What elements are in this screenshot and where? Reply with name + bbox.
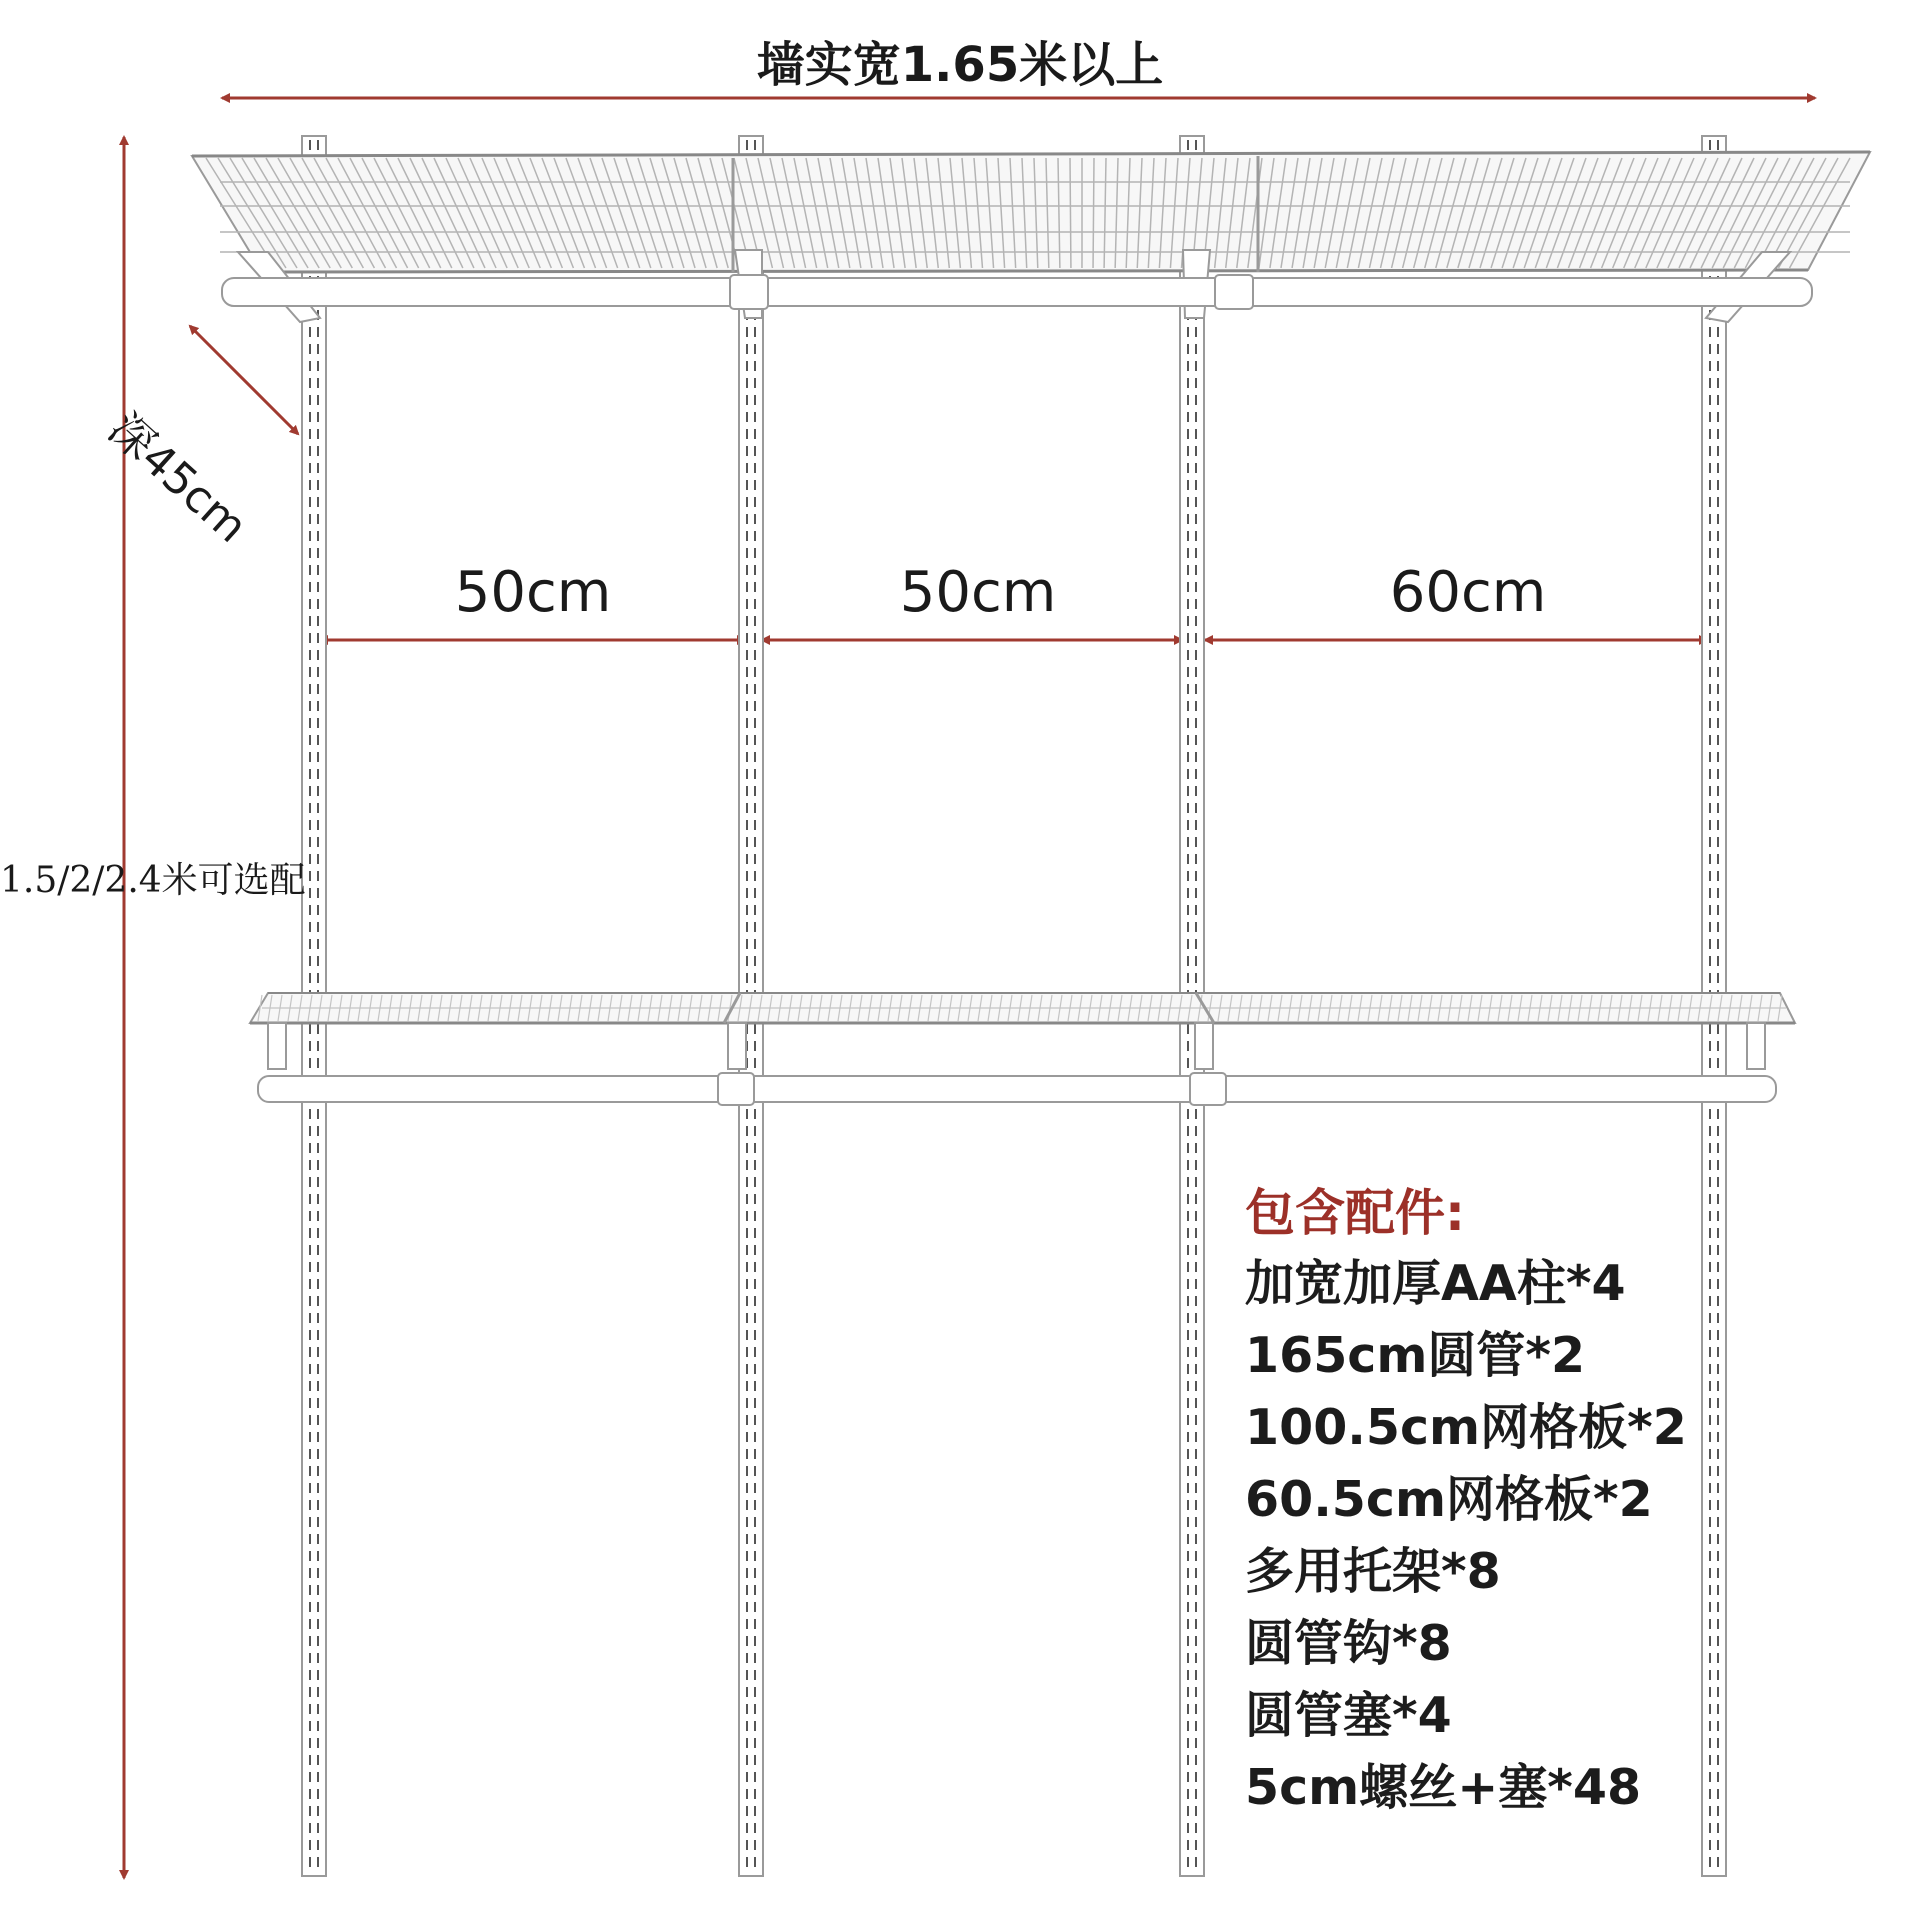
parts-list-item: 圆管塞*4	[1245, 1687, 1452, 1744]
included-parts-title: 包含配件:	[1245, 1184, 1465, 1242]
parts-list-item: 165cm圆管*2	[1245, 1327, 1586, 1384]
depth-label: 深45cm	[98, 403, 257, 553]
parts-list-item: 加宽加厚AA柱*4	[1245, 1255, 1626, 1312]
bay-1-width-label: 50cm	[454, 560, 612, 625]
parts-list-item: 60.5cm网格板*2	[1245, 1471, 1653, 1528]
included-parts-panel	[1245, 1178, 1687, 1824]
wall-width-label: 墙实宽1.65米以上	[756, 37, 1164, 93]
included-parts-list	[1245, 1248, 1687, 1824]
parts-list-item: 5cm螺丝+塞*48	[1245, 1759, 1642, 1816]
lower-wire-shelf	[250, 993, 1795, 1105]
bay-2-width-label: 50cm	[899, 560, 1057, 625]
top-wire-shelf	[192, 152, 1870, 322]
depth-dimension-line	[190, 326, 298, 434]
top-hanging-rod	[222, 278, 1812, 306]
parts-list-item: 多用托架*8	[1245, 1543, 1501, 1600]
bay-3-width-label: 60cm	[1389, 560, 1547, 625]
parts-list-item: 圆管钩*8	[1245, 1615, 1452, 1672]
lower-hanging-rod	[258, 1076, 1776, 1102]
parts-list-item: 100.5cm网格板*2	[1245, 1399, 1687, 1456]
height-options-label: 1.5/2/2.4米可选配	[0, 860, 306, 901]
